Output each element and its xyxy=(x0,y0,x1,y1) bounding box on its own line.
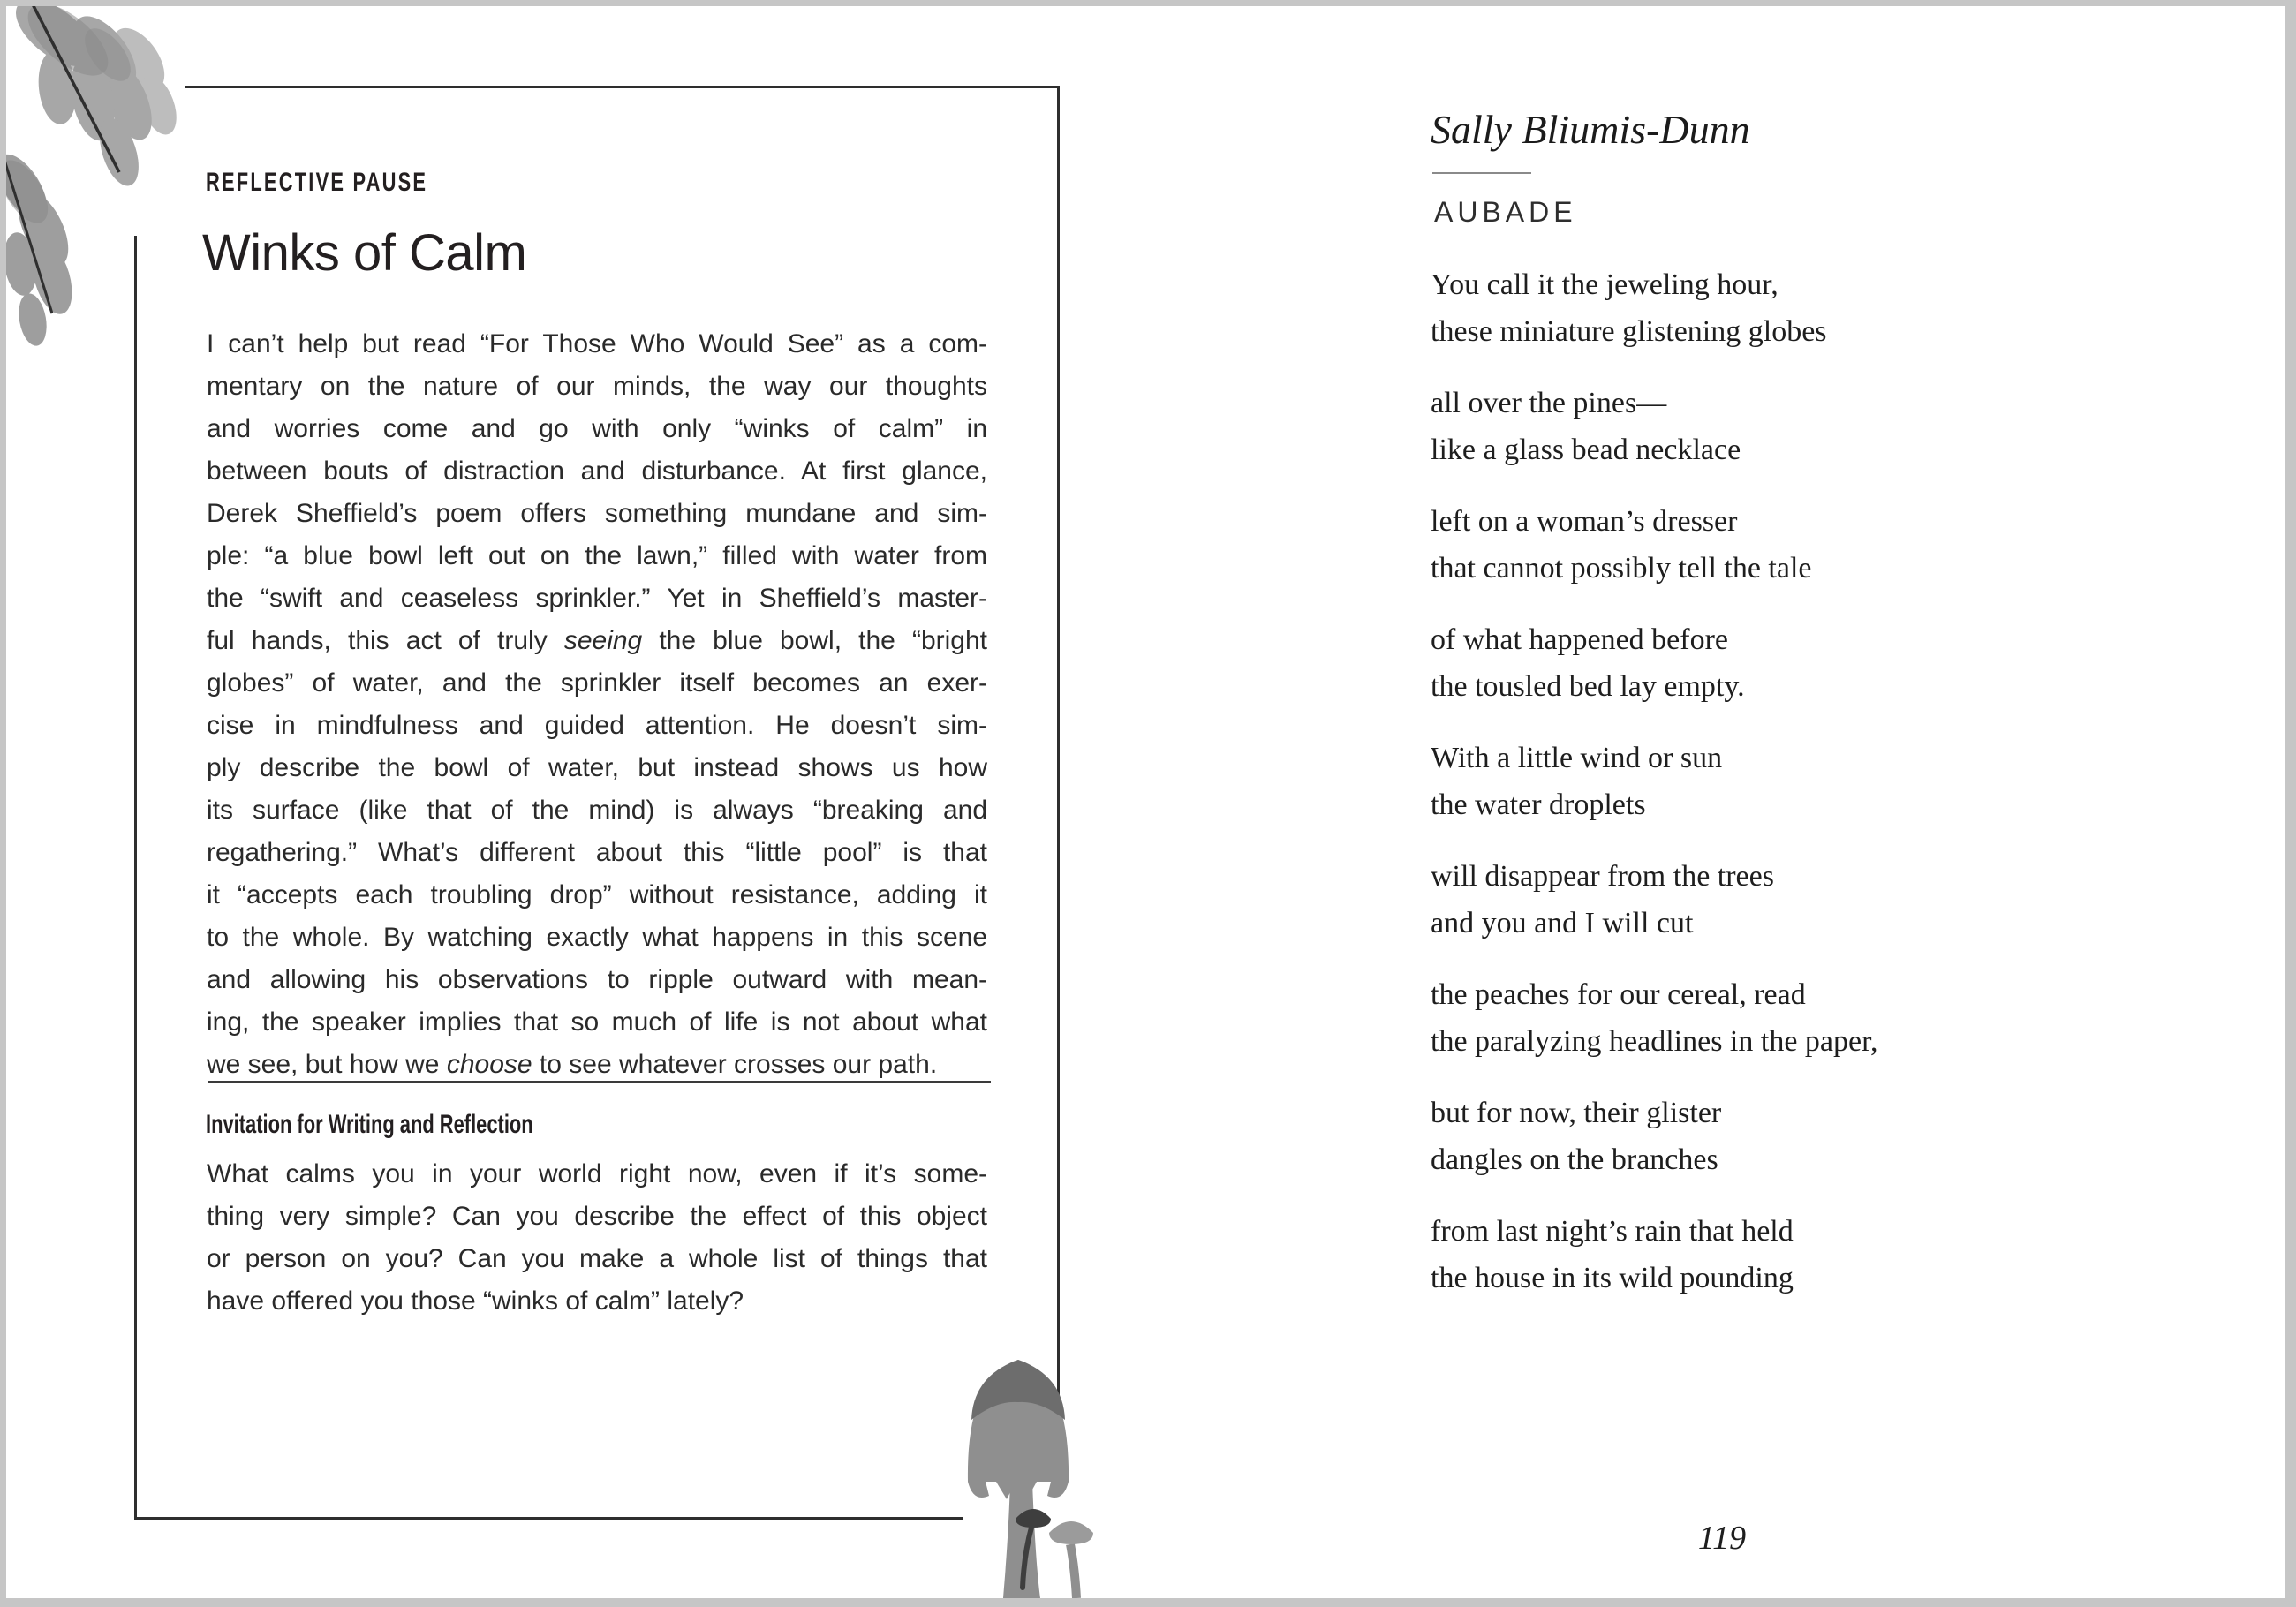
invitation-heading: Invitation for Writing and Reflection xyxy=(206,1110,533,1139)
poet-name-divider xyxy=(1432,172,1531,174)
poem-title: AUBADE xyxy=(1434,196,1577,228)
frame-right xyxy=(2285,0,2296,1607)
commentary-line: globes” of water, and the sprinkler itself becomes an exer- xyxy=(207,668,987,698)
poem-line: left on a woman’s dresser xyxy=(1431,505,1738,538)
poem-line: the tousled bed lay empty. xyxy=(1431,670,1745,703)
poem-stanza xyxy=(1431,616,2102,710)
poem-stanza xyxy=(1431,498,2102,592)
mushrooms-icon xyxy=(954,1324,1113,1598)
poem-stanza xyxy=(1431,261,2102,355)
invitation-line: or person on you? Can you make a whole list of things that xyxy=(207,1244,987,1273)
poem-stanza xyxy=(1431,1208,2102,1301)
poem-line: the paralyzing headlines in the paper, xyxy=(1431,1025,1878,1058)
commentary-line: between bouts of distraction and disturbance. At first glance, xyxy=(207,456,987,486)
frame-left xyxy=(0,0,6,1607)
commentary-line: ing, the speaker implies that so much of life is not about what xyxy=(207,1007,987,1037)
commentary-line: to the whole. By watching exactly what happens in this scene xyxy=(207,923,987,952)
commentary-line: ful hands, this act of truly seeing the blue bowl, the “bright xyxy=(207,626,987,655)
commentary-line: we see, but how we choose to see whatever crosses our path. xyxy=(207,1050,938,1079)
poem-line: like a glass bead necklace xyxy=(1431,434,1741,466)
box-border-left xyxy=(134,236,137,1520)
invitation-line: have offered you those “winks of calm” lately? xyxy=(207,1286,744,1316)
poem-line: dangles on the branches xyxy=(1431,1143,1718,1176)
leaves-icon xyxy=(6,6,183,351)
poem-line: but for now, their glister xyxy=(1431,1097,1722,1129)
poem-line: will disappear from the trees xyxy=(1431,860,1774,893)
commentary-line: and allowing his observations to ripple outward with mean- xyxy=(207,965,987,994)
poem-line: With a little wind or sun xyxy=(1431,742,1723,774)
commentary-paragraph xyxy=(207,323,987,1086)
poem-stanza xyxy=(1431,971,2102,1065)
page-number: 119 xyxy=(1697,1520,1747,1557)
commentary-line: its surface (like that of the mind) is always “breaking and xyxy=(207,796,987,825)
invitation-line: What calms you in your world right now, even if it’s some- xyxy=(207,1159,987,1188)
poem-stanza xyxy=(1431,1090,2102,1183)
commentary-line: regathering.” What’s different about this “little pool” is that xyxy=(207,838,987,867)
poem-line: that cannot possibly tell the tale xyxy=(1431,552,1812,585)
poem-line: these miniature glistening globes xyxy=(1431,315,1827,348)
page-title: Winks of Calm xyxy=(202,224,527,282)
poem-stanza xyxy=(1431,380,2102,473)
box-border-bottom xyxy=(134,1517,963,1520)
commentary-line: I can’t help but read “For Those Who Would See” as a com- xyxy=(207,329,987,358)
commentary-line: ple: “a blue bowl left out on the lawn,” filled with water from xyxy=(207,541,987,570)
poem-stanza xyxy=(1431,853,2102,947)
commentary-line: the “swift and ceaseless sprinkler.” Yet in Sheffield’s master- xyxy=(207,584,987,613)
frame-bottom xyxy=(0,1598,2296,1607)
commentary-line: it “accepts each troubling drop” without resistance, adding it xyxy=(207,880,987,909)
poem-line: the peaches for our cereal, read xyxy=(1431,978,1806,1011)
poem-line: You call it the jeweling hour, xyxy=(1431,268,1779,301)
box-border-top xyxy=(185,86,1060,88)
box-border-right xyxy=(1057,86,1060,1451)
commentary-line: Derek Sheffield’s poem offers something mundane and sim- xyxy=(207,499,987,528)
invitation-paragraph xyxy=(207,1153,987,1323)
poem-line: the water droplets xyxy=(1431,788,1646,821)
invitation-line: thing very simple? Can you describe the effect of this object xyxy=(207,1202,987,1231)
poem xyxy=(1431,261,2102,1326)
poem-line: the house in its wild pounding xyxy=(1431,1262,1794,1294)
frame-top xyxy=(0,0,2296,6)
poem-line: from last night’s rain that held xyxy=(1431,1215,1794,1248)
poem-line: and you and I will cut xyxy=(1431,907,1694,939)
poet-name: Sally Bliumis-Dunn xyxy=(1431,107,1750,152)
poem-line: all over the pines— xyxy=(1431,387,1667,419)
commentary-line: ply describe the bowl of water, but instead shows us how xyxy=(207,753,987,782)
commentary-line: and worries come and go with only “winks of calm” in xyxy=(207,414,987,443)
commentary-line: mentary on the nature of our minds, the way our thoughts xyxy=(207,372,987,401)
poem-stanza xyxy=(1431,735,2102,828)
poem-line: of what happened before xyxy=(1431,623,1729,656)
kicker: REFLECTIVE PAUSE xyxy=(206,168,428,197)
commentary-line: cise in mindfulness and guided attention. He doesn’t sim- xyxy=(207,711,987,740)
